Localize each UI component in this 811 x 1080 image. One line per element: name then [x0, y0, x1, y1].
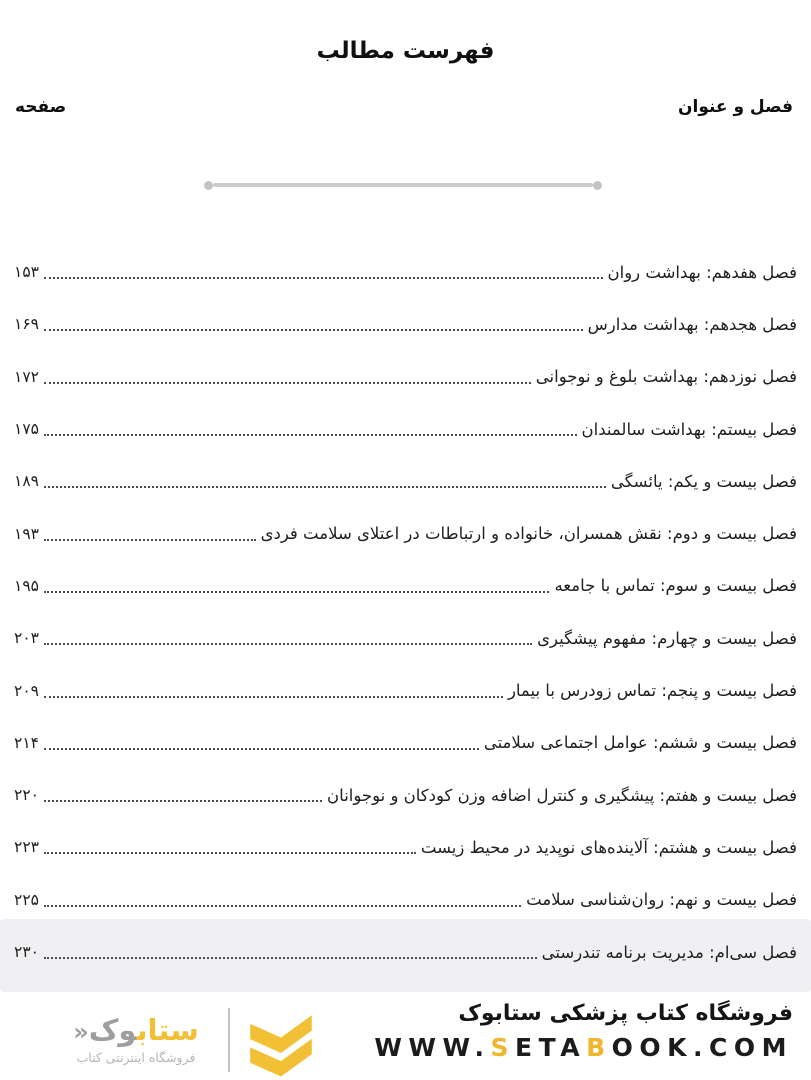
toc-entry [14, 560, 797, 612]
dotted-leader [44, 955, 537, 959]
divider-right-dot [593, 181, 602, 190]
dotted-leader [44, 798, 322, 802]
dotted-leader [44, 537, 256, 541]
page-number: ۱۸۹ [14, 472, 39, 491]
url-part: OOK.COM [611, 1033, 793, 1062]
page-number: ۲۲۵ [14, 890, 39, 909]
toc-entry [14, 874, 797, 926]
chapter-title: فصل بیست و سوم: تماس با جامعه [554, 576, 797, 596]
page-number: ۱۵۳ [14, 263, 39, 282]
chapter-title: فصل نوزدهم: بهداشت بلوغ و نوجوانی [535, 367, 797, 387]
wordmark-gray-part: وک [88, 1012, 137, 1047]
chapter-title: فصل بیست و یکم: یائسگی [610, 471, 797, 491]
dotted-leader [44, 327, 583, 331]
chevron-emblem-icon [242, 1002, 320, 1078]
page-number: ۱۹۳ [14, 524, 39, 543]
toc-entry [14, 507, 797, 559]
page-number: ۲۲۳ [14, 838, 39, 857]
dotted-leader [44, 641, 532, 645]
logo-divider [228, 1008, 230, 1072]
store-name: فروشگاه کتاب پزشکی ستابوک [458, 1001, 793, 1026]
dotted-leader [44, 746, 479, 750]
dotted-leader [44, 850, 416, 854]
toc-entry [14, 769, 797, 821]
toc-entry [14, 926, 797, 978]
page-number: ۲۳۰ [14, 943, 39, 961]
toc-entry [14, 664, 797, 716]
logo-tagline: فروشگاه اینترنتی کتاب [76, 1050, 196, 1066]
page-number: ۲۲۰ [14, 786, 39, 805]
page-title: فهرست مطالب [316, 38, 495, 64]
chapter-title: فصل بیست و چهارم: مفهوم پیشگیری [537, 628, 797, 648]
wordmark-yellow-part: ستاب [136, 1012, 199, 1047]
url-part: WWW. [374, 1033, 491, 1062]
chapter-title: فصل بیست و هشتم: آلاینده‌های نوپدید در محیط زیست [420, 837, 797, 857]
footer-store-block [374, 1001, 793, 1062]
toc-entry [14, 717, 797, 769]
logo-wordmark-stack [52, 1012, 220, 1066]
page-number: ۲۱۴ [14, 733, 39, 752]
dotted-leader [44, 589, 549, 593]
dotted-leader [44, 484, 606, 488]
chapter-title: فصل بیست و ششم: عوامل اجتماعی سلامتی [483, 733, 797, 753]
divider-line [213, 183, 593, 187]
page-number: ۱۹۵ [14, 576, 39, 595]
chapter-title: فصل بیست و دوم: نقش همسران، خانواده و ارتباطات در اعتلای سلامت فردی [260, 524, 797, 544]
toc-entry [14, 403, 797, 455]
wordmark-chevrons-icon: « [73, 1017, 89, 1046]
chapter-title: فصل بیست و پنجم: تماس زودرس با بیمار [507, 681, 797, 701]
url-accent-s: S [490, 1033, 516, 1062]
toc-entry [14, 351, 797, 403]
chapter-column-label: فصل و عنوان [677, 97, 793, 117]
chapter-title: فصل بیست و نهم: روان‌شناسی سلامت [526, 890, 797, 910]
chapter-title: فصل هجدهم: بهداشت مدارس [587, 314, 797, 334]
toc-entry [14, 246, 797, 298]
chapter-title: فصل بیستم: بهداشت سالمندان [581, 419, 797, 439]
page-number: ۱۷۵ [14, 420, 39, 439]
divider-left-dot [204, 181, 213, 190]
setabook-logo [52, 1000, 320, 1080]
chapter-title: فصل بیست و هفتم: پیشگیری و کنترل اضافه وزن کودکان و نوجوانان [327, 785, 797, 805]
chapter-title: فصل سی‌ام: مدیریت برنامه تندرستی [541, 942, 797, 962]
page-column-label: صفحه [15, 97, 67, 117]
store-url [374, 1033, 793, 1062]
toc-entry [14, 821, 797, 873]
page-number: ۱۷۲ [14, 367, 39, 386]
page-number: ۲۰۹ [14, 681, 39, 700]
dotted-leader [44, 275, 603, 279]
toc-entry [14, 298, 797, 350]
dotted-leader [44, 380, 531, 384]
toc-entry [14, 612, 797, 664]
dotted-leader [44, 694, 503, 698]
dotted-leader [44, 432, 577, 436]
header-divider [204, 180, 602, 190]
chapter-title: فصل هفدهم: بهداشت روان [607, 262, 797, 282]
toc-list [14, 246, 797, 978]
page-number: ۲۰۳ [14, 629, 39, 648]
url-part: ETA [515, 1033, 587, 1062]
url-accent-b: B [586, 1033, 612, 1062]
page-number: ۱۶۹ [14, 315, 39, 334]
logo-wordmark [52, 1012, 220, 1047]
dotted-leader [44, 903, 521, 907]
toc-entry [14, 455, 797, 507]
